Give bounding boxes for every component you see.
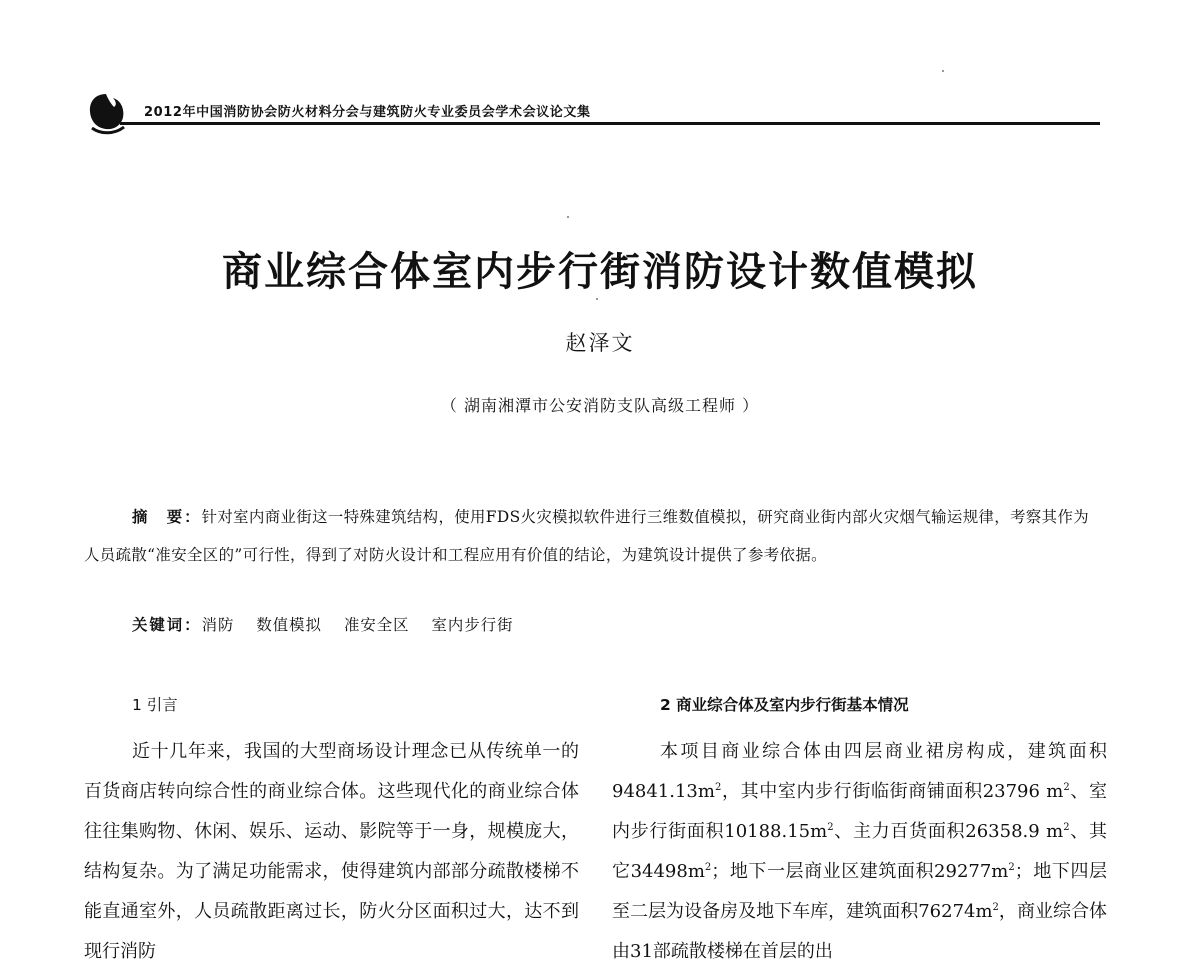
- abstract: [84, 498, 1104, 574]
- scan-speck: [942, 70, 944, 72]
- section-heading-intro: 1 引言: [132, 696, 178, 714]
- paper-title: 商业综合体室内步行街消防设计数值模拟: [222, 249, 978, 295]
- basic-text-part: ；地下四层至二层为设备房及地下车库，建筑面积76274m: [612, 861, 1108, 922]
- keyword: 消防: [201, 616, 235, 634]
- basic-text-part: 本项目商业综合体由四层商业裙房构成，建筑面积94841.13m: [612, 741, 1107, 802]
- keyword: 数值模拟: [256, 616, 322, 634]
- unit-superscript: 2: [704, 862, 712, 873]
- right-column: [612, 690, 1107, 972]
- scan-speck: [596, 298, 598, 300]
- keywords: [132, 610, 1102, 640]
- basic-text-part: 、室内步行街面积10188.15m: [612, 781, 1107, 842]
- abstract-text: 针对室内商业街这一特殊建筑结构，使用FDS火灾模拟软件进行三维数值模拟，研究商业街内部火灾烟气输运规律，考察其作为人员疏散“准安全区的”可行性，得到了对防火设计和工程应用有价值的结论，为建筑设计提供了参考依据。: [84, 508, 1090, 564]
- basic-text-part: 、其它34498m: [612, 821, 1107, 882]
- section-heading-basic: 2 商业综合体及室内步行街基本情况: [660, 696, 909, 714]
- unit-superscript: 2: [1063, 822, 1070, 833]
- unit-superscript: 2: [1008, 862, 1015, 873]
- unit-superscript: 2: [992, 902, 999, 913]
- unit-superscript: 2: [827, 822, 834, 833]
- intro-paragraph: 近十几年来，我国的大型商场设计理念已从传统单一的百货商店转向综合性的商业综合体。这些现代化的商业综合体往往集购物、休闲、娱乐、运动、影院等于一身，规模庞大，结构复杂。为了满足功能需求，使得建筑内部部分疏散楼梯不能直通室外，人员疏散距离过长，防火分区面积过大，达不到现行消防: [84, 741, 579, 962]
- author-affiliation: （ 湖南湘潭市公安消防支队高级工程师 ）: [440, 396, 760, 415]
- keyword: 准安全区: [343, 616, 410, 634]
- unit-superscript: 2: [1063, 782, 1070, 793]
- conference-logo-icon: [86, 90, 126, 136]
- abstract-paragraph: [84, 498, 1104, 574]
- basic-paragraph: [612, 732, 1107, 972]
- unit-superscript: 2: [714, 782, 722, 793]
- basic-text-part: 、主力百货面积26358.9 m: [833, 821, 1064, 842]
- running-header: 2012年中国消防协会防火材料分会与建筑防火专业委员会学术会议论文集: [144, 105, 591, 120]
- left-column: [84, 690, 579, 972]
- header-rule: [120, 122, 1100, 125]
- keywords-label: 关键词：: [132, 616, 202, 634]
- basic-text-part: ，商业综合体由31部疏散楼梯在首层的出: [612, 901, 1107, 962]
- keyword: 室内步行街: [431, 616, 514, 634]
- basic-text-part: ，其中室内步行街临街商铺面积23796 m: [721, 781, 1064, 802]
- abstract-label: 摘 要：: [132, 508, 202, 526]
- author-name: 赵泽文: [565, 331, 635, 355]
- basic-text-part: ；地下一层商业区建筑面积29277m: [711, 861, 1009, 882]
- scan-speck: [567, 216, 569, 218]
